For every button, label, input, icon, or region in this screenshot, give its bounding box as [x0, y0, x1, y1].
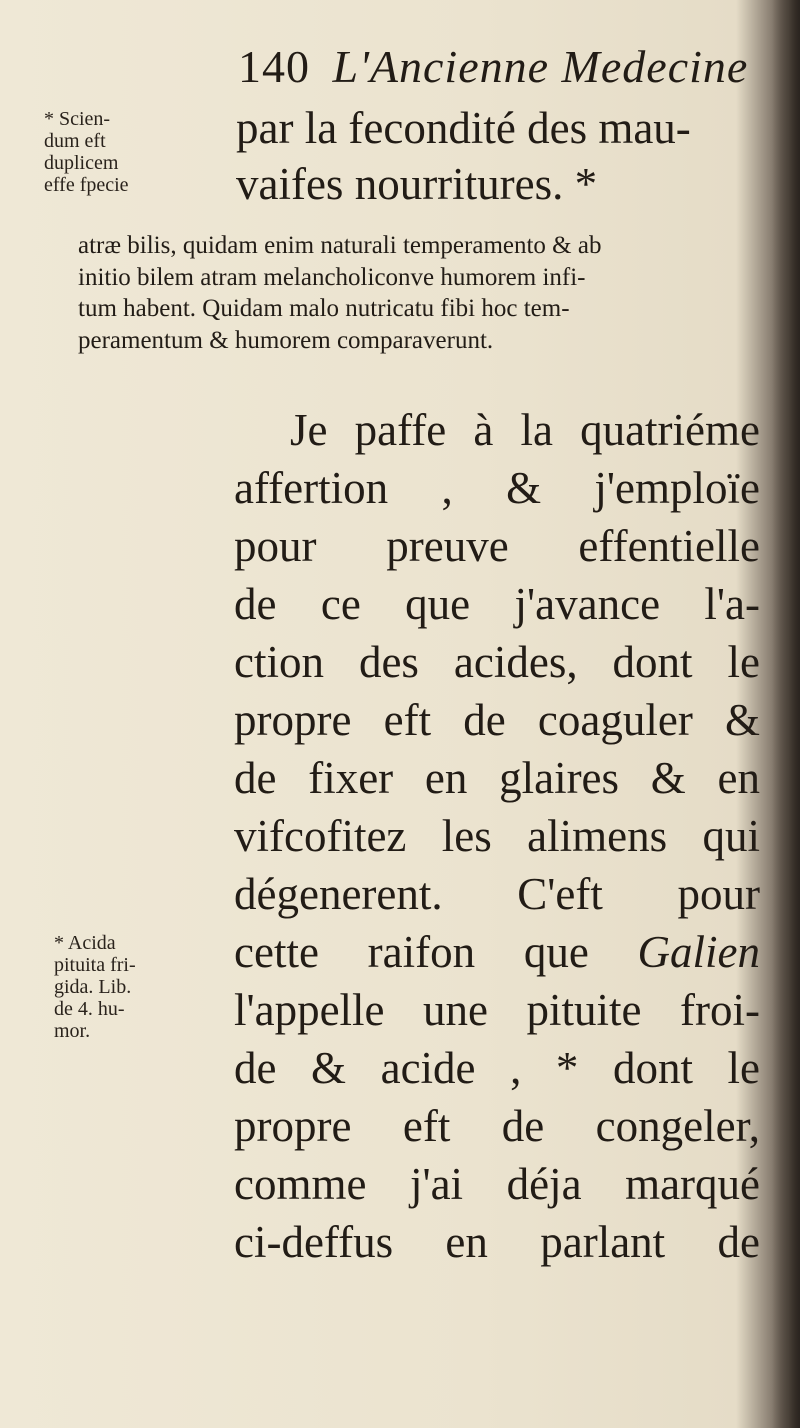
- opening-line: vaifes nourritures. *: [236, 159, 598, 209]
- footnote-line: atræ bilis, quidam enim naturali temperamento & ab: [78, 232, 602, 259]
- margin-note-line: gida. Lib.: [54, 976, 132, 998]
- body-line: affertion , & j'emploïe: [234, 463, 760, 513]
- latin-footnote: [78, 230, 768, 356]
- body-line: ci-deffus en parlant de: [234, 1217, 760, 1267]
- body-line: vifcofitez les alimens qui: [234, 811, 760, 861]
- margin-note-scienda: [44, 108, 129, 196]
- footnote-line: peramentum & humorem comparaverunt.: [78, 326, 494, 354]
- margin-note-line: effe fpecie: [44, 174, 129, 196]
- body-line: ction des acides, dont le: [234, 637, 760, 687]
- running-title: L'Ancienne Medecine: [332, 41, 749, 92]
- body-line: propre eft de coaguler &: [234, 695, 760, 745]
- running-header: [238, 40, 748, 93]
- margin-note-acida: [54, 932, 136, 1042]
- opening-line: par la fecondité des mau-: [236, 103, 691, 153]
- body-line: pour preuve effentielle: [234, 521, 760, 571]
- footnote-line: initio bilem atram melancholiconve humorem infi-: [78, 263, 586, 291]
- body-line: comme j'ai déja marqué: [234, 1159, 760, 1209]
- page-number: 140: [238, 41, 310, 92]
- body-line: propre eft de congeler,: [234, 1101, 760, 1151]
- margin-note-line: mor.: [54, 1020, 91, 1042]
- margin-note-line: dum eft: [44, 130, 106, 152]
- body-line: de ce que j'avance l'a-: [234, 579, 760, 629]
- margin-note-line: pituita fri-: [54, 954, 136, 976]
- body-line: de fixer en glaires & en: [234, 753, 760, 803]
- margin-note-line: duplicem: [44, 152, 119, 174]
- margin-note-line: * Acida: [54, 932, 116, 954]
- margin-note-line: de 4. hu-: [54, 998, 125, 1020]
- page-gutter-shadow: [772, 0, 800, 1428]
- body-line: l'appelle une pituite froi-: [234, 985, 760, 1035]
- body-line: cette raifon que Galien: [234, 927, 760, 977]
- body-line: de & acide , * dont le: [234, 1043, 760, 1093]
- body-line: Je paffe à la quatriéme: [290, 405, 760, 455]
- author-name: Galien: [637, 927, 760, 977]
- body-line: dégenerent. C'eft pour: [234, 869, 760, 919]
- margin-note-line: * Scien-: [44, 108, 111, 130]
- footnote-line: tum habent. Quidam malo nutricatu fibi hoc tem-: [78, 295, 570, 322]
